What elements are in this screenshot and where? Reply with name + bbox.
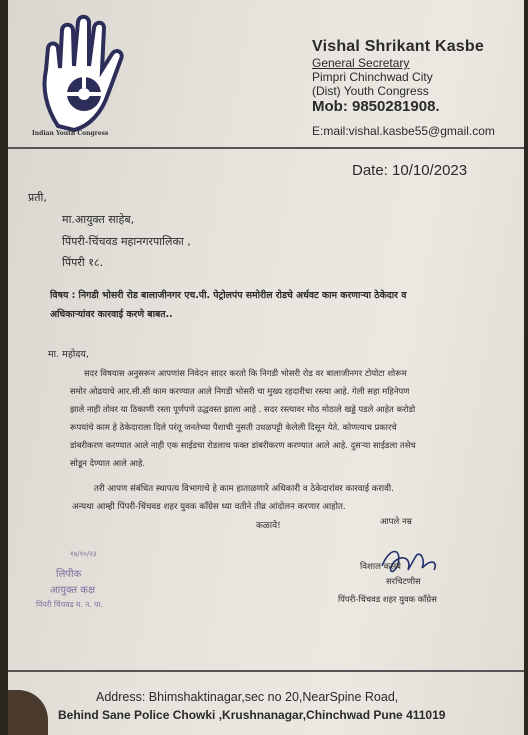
subject-line2: अधिकाऱ्यांवर कारवाई करणे बाबत.. xyxy=(50,309,173,320)
stamp-clerk: लिपीक xyxy=(56,569,82,580)
sender-email: E:mail:vishal.kasbe55@gmail.com xyxy=(312,124,495,138)
subject-line1: विषय : निगडी भोसरी रोड बालाजीनगर एच.पी. पेट्रोलपंप समोरील रोडचे अर्धवट काम करणाऱ्या ठेकेदार व xyxy=(50,290,407,301)
signature-org: पिंपरी-चिंचवड शहर युवक कॉंग्रेस xyxy=(338,594,437,604)
hand-logo-icon xyxy=(28,8,150,138)
letter-page xyxy=(8,0,524,735)
body-line: रूपयांचे काम हे ठेकेदाराला दिले परंतू जनतेच्या पैशाची नुसती उधळपट्टी केलेली दिसून येते. कोणत्याच प्रकारचे xyxy=(70,422,397,432)
body-line: डांबरीकरण करण्यात आले नाही एक साईडचा रोडलाच फक्त डांबरीकरण करण्यात आले आहे. दुसऱ्या साईडला तसेच xyxy=(70,440,416,450)
sender-org: (Dist) Youth Congress xyxy=(312,84,429,98)
recipient-to: प्रती, xyxy=(28,191,47,204)
body-line: सोडून देण्यात आले आहे. xyxy=(70,458,146,468)
body-line: समोर ओढयाचे आर.सी.सी काम करण्यात आले निगडी भोसरी चा मुख्य रहदारीचा रस्त्या आहे. गेली सहा महिनेपण xyxy=(70,386,410,396)
body-para2: तरी आपण संबंधित स्थापत्य विभागाचे हे काम हाताळणारे अधिकारी व ठेकेदारांवर कारवाई करावी. xyxy=(94,484,394,494)
letterhead-block xyxy=(312,38,522,116)
logo-caption: Indian Youth Congress xyxy=(32,130,109,137)
closing: कळावे! xyxy=(256,521,281,531)
received-stamp xyxy=(36,550,126,615)
recipient-line3: पिंपरी १८. xyxy=(62,256,104,269)
sender-mobile: Mob: 9850281908. xyxy=(312,98,440,115)
sender-city: Pimpri Chinchwad City xyxy=(312,70,433,84)
thumb-shadow xyxy=(8,690,48,735)
address-line2: Behind Sane Police Chowki ,Krushnanagar,Chinchwad Pune 411019 xyxy=(58,708,446,722)
header-divider xyxy=(8,147,524,149)
body-line: सदर विषयास अनुसरून आपणांस निवेदन सादर करतो कि निगडी भोसरी रोड वर बालाजीनगर टोयोटा शोरूम xyxy=(84,368,407,378)
sender-designation: General Secretary xyxy=(312,56,410,70)
footer-divider xyxy=(8,670,524,672)
signature-title: सरचिटणीस xyxy=(386,576,421,586)
stamp-authority: पिंपरी चिंचवड म. न. पा. xyxy=(36,600,103,609)
salutation: मा. महोदय, xyxy=(48,349,89,360)
signature-regards: आपले नम्र xyxy=(380,517,412,527)
recipient-line2: पिंपरी-चिंचवड महानगरपालिका , xyxy=(62,235,191,248)
signature-name: विशाल कसबे xyxy=(360,562,401,572)
body-line: झाले नाही तोवर या ठिकाणी रस्ता पूर्णपणे उद्धवस्त झाला आहे . सदर रस्त्यावर मोठ मोठाले खड्डे पडले आहेत करोडो xyxy=(70,404,416,414)
letter-date: Date: 10/10/2023 xyxy=(352,162,468,179)
sender-name: Vishal Shrikant Kasbe xyxy=(312,38,484,55)
stamp-date: १७/१०/२३ xyxy=(70,550,97,558)
recipient-line1: मा.आयुक्त साहेब, xyxy=(62,213,135,226)
stamp-office: आयुक्त कक्ष xyxy=(50,585,96,596)
body-para3: अन्यथा आम्ही पिंपरी-चिंचवड शहर युवक कॉंग्रेस ध्या वतीने तीव्र आंदोलन करणार आहोत. xyxy=(72,502,346,512)
address-line1: Address: Bhimshaktinagar,sec no 20,NearSpine Road, xyxy=(96,690,399,704)
